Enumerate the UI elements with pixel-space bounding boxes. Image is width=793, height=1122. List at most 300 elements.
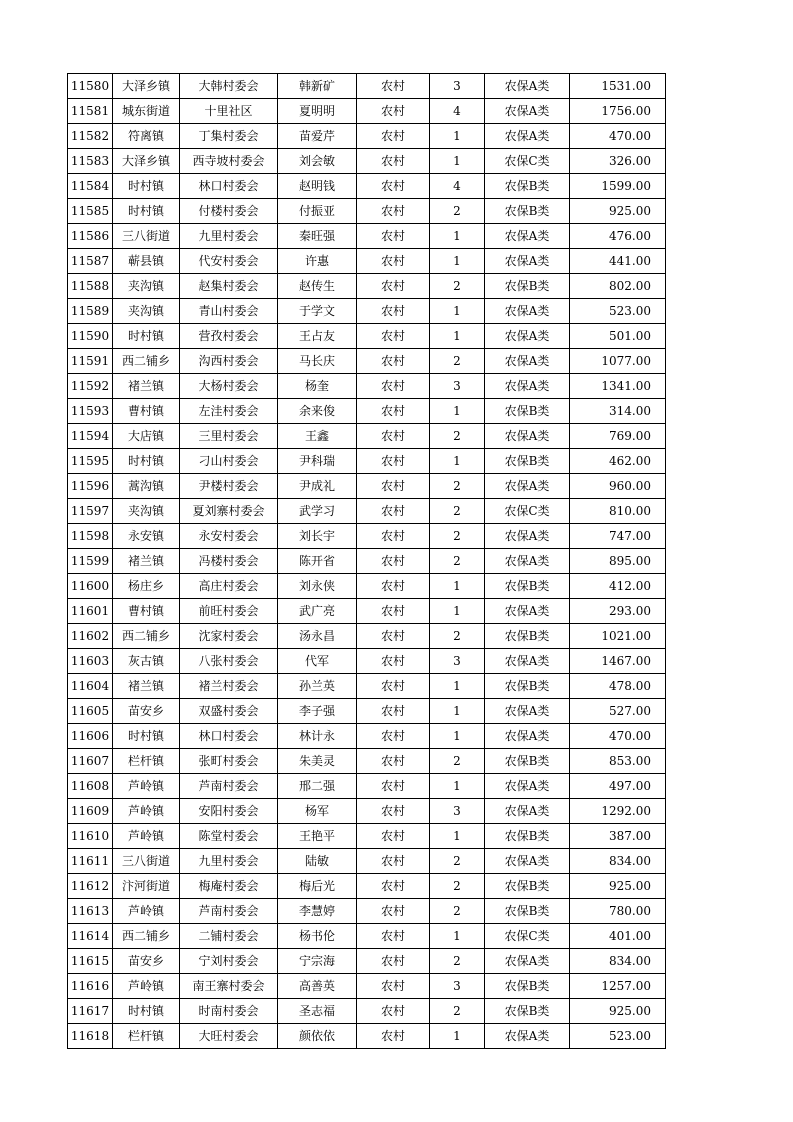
person-name-cell: 颜依依: [278, 1024, 357, 1049]
person-name-cell: 秦旺强: [278, 224, 357, 249]
village-committee-cell: 陈堂村委会: [180, 824, 278, 849]
township-cell: 夹沟镇: [113, 299, 180, 324]
person-name-cell: 赵明钱: [278, 174, 357, 199]
table-row: [68, 624, 666, 649]
row-id-cell: 11618: [68, 1024, 113, 1049]
person-name-cell: 许惠: [278, 249, 357, 274]
person-name-cell: 梅后光: [278, 874, 357, 899]
row-id-cell: 11601: [68, 599, 113, 624]
township-cell: 汴河街道: [113, 874, 180, 899]
insurance-category-cell: 农保A类: [485, 224, 570, 249]
area-type-cell: 农村: [357, 674, 430, 699]
household-size-cell: 1: [430, 574, 485, 599]
insurance-category-cell: 农保B类: [485, 574, 570, 599]
amount-cell: 925.00: [570, 199, 666, 224]
insurance-category-cell: 农保C类: [485, 149, 570, 174]
household-size-cell: 2: [430, 499, 485, 524]
township-cell: 苗安乡: [113, 949, 180, 974]
person-name-cell: 孙兰英: [278, 674, 357, 699]
area-type-cell: 农村: [357, 474, 430, 499]
area-type-cell: 农村: [357, 774, 430, 799]
row-id-cell: 11585: [68, 199, 113, 224]
amount-cell: 802.00: [570, 274, 666, 299]
table-row: [68, 74, 666, 99]
area-type-cell: 农村: [357, 524, 430, 549]
table-row: [68, 924, 666, 949]
village-committee-cell: 林口村委会: [180, 724, 278, 749]
person-name-cell: 宁宗海: [278, 949, 357, 974]
township-cell: 栏杆镇: [113, 1024, 180, 1049]
person-name-cell: 夏明明: [278, 99, 357, 124]
area-type-cell: 农村: [357, 849, 430, 874]
person-name-cell: 王艳平: [278, 824, 357, 849]
township-cell: 灰古镇: [113, 649, 180, 674]
insurance-category-cell: 农保A类: [485, 374, 570, 399]
person-name-cell: 刘永侠: [278, 574, 357, 599]
amount-cell: 1021.00: [570, 624, 666, 649]
row-id-cell: 11614: [68, 924, 113, 949]
amount-cell: 501.00: [570, 324, 666, 349]
person-name-cell: 于学文: [278, 299, 357, 324]
household-size-cell: 1: [430, 1024, 485, 1049]
area-type-cell: 农村: [357, 174, 430, 199]
township-cell: 时村镇: [113, 724, 180, 749]
row-id-cell: 11613: [68, 899, 113, 924]
amount-cell: 293.00: [570, 599, 666, 624]
household-size-cell: 1: [430, 399, 485, 424]
household-size-cell: 2: [430, 624, 485, 649]
household-size-cell: 1: [430, 449, 485, 474]
amount-cell: 401.00: [570, 924, 666, 949]
amount-cell: 960.00: [570, 474, 666, 499]
table-row: [68, 449, 666, 474]
insurance-category-cell: 农保B类: [485, 999, 570, 1024]
insurance-category-cell: 农保A类: [485, 99, 570, 124]
village-committee-cell: 林口村委会: [180, 174, 278, 199]
insurance-category-cell: 农保A类: [485, 799, 570, 824]
row-id-cell: 11582: [68, 124, 113, 149]
table-row: [68, 324, 666, 349]
household-size-cell: 1: [430, 149, 485, 174]
household-size-cell: 1: [430, 724, 485, 749]
table-row: [68, 399, 666, 424]
table-row: [68, 574, 666, 599]
amount-cell: 853.00: [570, 749, 666, 774]
village-committee-cell: 八张村委会: [180, 649, 278, 674]
amount-cell: 523.00: [570, 1024, 666, 1049]
area-type-cell: 农村: [357, 974, 430, 999]
row-id-cell: 11603: [68, 649, 113, 674]
amount-cell: 470.00: [570, 124, 666, 149]
table-row: [68, 299, 666, 324]
amount-cell: 747.00: [570, 524, 666, 549]
village-committee-cell: 九里村委会: [180, 849, 278, 874]
village-committee-cell: 前旺村委会: [180, 599, 278, 624]
area-type-cell: 农村: [357, 899, 430, 924]
household-size-cell: 2: [430, 749, 485, 774]
table-row: [68, 249, 666, 274]
row-id-cell: 11597: [68, 499, 113, 524]
table-row: [68, 849, 666, 874]
insurance-category-cell: 农保A类: [485, 699, 570, 724]
table-row: [68, 124, 666, 149]
insurance-category-cell: 农保A类: [485, 774, 570, 799]
insurance-category-cell: 农保A类: [485, 124, 570, 149]
area-type-cell: 农村: [357, 649, 430, 674]
insurance-category-cell: 农保B类: [485, 449, 570, 474]
household-size-cell: 1: [430, 124, 485, 149]
record-table: [67, 73, 666, 1049]
person-name-cell: 李子强: [278, 699, 357, 724]
area-type-cell: 农村: [357, 274, 430, 299]
area-type-cell: 农村: [357, 149, 430, 174]
table-row: [68, 774, 666, 799]
insurance-category-cell: 农保A类: [485, 424, 570, 449]
area-type-cell: 农村: [357, 874, 430, 899]
village-committee-cell: 尹楼村委会: [180, 474, 278, 499]
table-row: [68, 824, 666, 849]
amount-cell: 326.00: [570, 149, 666, 174]
household-size-cell: 2: [430, 524, 485, 549]
row-id-cell: 11592: [68, 374, 113, 399]
area-type-cell: 农村: [357, 199, 430, 224]
person-name-cell: 杨军: [278, 799, 357, 824]
township-cell: 时村镇: [113, 449, 180, 474]
table-row: [68, 199, 666, 224]
person-name-cell: 余来俊: [278, 399, 357, 424]
row-id-cell: 11600: [68, 574, 113, 599]
table-row: [68, 549, 666, 574]
amount-cell: 1077.00: [570, 349, 666, 374]
township-cell: 三八街道: [113, 849, 180, 874]
insurance-category-cell: 农保B类: [485, 399, 570, 424]
insurance-category-cell: 农保B类: [485, 624, 570, 649]
table-row: [68, 899, 666, 924]
township-cell: 西二铺乡: [113, 924, 180, 949]
table-row: [68, 149, 666, 174]
village-committee-cell: 宁刘村委会: [180, 949, 278, 974]
row-id-cell: 11583: [68, 149, 113, 174]
household-size-cell: 4: [430, 174, 485, 199]
insurance-category-cell: 农保A类: [485, 549, 570, 574]
person-name-cell: 代军: [278, 649, 357, 674]
insurance-category-cell: 农保A类: [485, 299, 570, 324]
village-committee-cell: 双盛村委会: [180, 699, 278, 724]
area-type-cell: 农村: [357, 699, 430, 724]
area-type-cell: 农村: [357, 249, 430, 274]
row-id-cell: 11602: [68, 624, 113, 649]
village-committee-cell: 代安村委会: [180, 249, 278, 274]
person-name-cell: 陆敏: [278, 849, 357, 874]
household-size-cell: 2: [430, 899, 485, 924]
household-size-cell: 3: [430, 799, 485, 824]
table-row: [68, 274, 666, 299]
table-row: [68, 524, 666, 549]
township-cell: 大泽乡镇: [113, 149, 180, 174]
person-name-cell: 杨奎: [278, 374, 357, 399]
village-committee-cell: 冯楼村委会: [180, 549, 278, 574]
row-id-cell: 11598: [68, 524, 113, 549]
household-size-cell: 3: [430, 649, 485, 674]
township-cell: 永安镇: [113, 524, 180, 549]
township-cell: 三八街道: [113, 224, 180, 249]
person-name-cell: 王鑫: [278, 424, 357, 449]
table-row: [68, 474, 666, 499]
amount-cell: 925.00: [570, 874, 666, 899]
township-cell: 苗安乡: [113, 699, 180, 724]
row-id-cell: 11586: [68, 224, 113, 249]
village-committee-cell: 丁集村委会: [180, 124, 278, 149]
amount-cell: 1341.00: [570, 374, 666, 399]
person-name-cell: 圣志福: [278, 999, 357, 1024]
area-type-cell: 农村: [357, 924, 430, 949]
area-type-cell: 农村: [357, 824, 430, 849]
insurance-category-cell: 农保B类: [485, 199, 570, 224]
insurance-category-cell: 农保A类: [485, 324, 570, 349]
row-id-cell: 11595: [68, 449, 113, 474]
village-committee-cell: 大韩村委会: [180, 74, 278, 99]
row-id-cell: 11615: [68, 949, 113, 974]
household-size-cell: 4: [430, 99, 485, 124]
row-id-cell: 11584: [68, 174, 113, 199]
table-row: [68, 174, 666, 199]
table-row: [68, 699, 666, 724]
table-row: [68, 949, 666, 974]
area-type-cell: 农村: [357, 499, 430, 524]
village-committee-cell: 梅庵村委会: [180, 874, 278, 899]
township-cell: 褚兰镇: [113, 374, 180, 399]
person-name-cell: 刘长宇: [278, 524, 357, 549]
household-size-cell: 2: [430, 274, 485, 299]
household-size-cell: 1: [430, 774, 485, 799]
insurance-category-cell: 农保A类: [485, 849, 570, 874]
village-committee-cell: 刁山村委会: [180, 449, 278, 474]
table-row: [68, 349, 666, 374]
person-name-cell: 武学习: [278, 499, 357, 524]
household-size-cell: 1: [430, 224, 485, 249]
amount-cell: 834.00: [570, 949, 666, 974]
insurance-category-cell: 农保B类: [485, 749, 570, 774]
insurance-category-cell: 农保A类: [485, 724, 570, 749]
household-size-cell: 1: [430, 249, 485, 274]
table-row: [68, 374, 666, 399]
household-size-cell: 2: [430, 549, 485, 574]
person-name-cell: 高善英: [278, 974, 357, 999]
household-size-cell: 3: [430, 74, 485, 99]
area-type-cell: 农村: [357, 1024, 430, 1049]
village-committee-cell: 夏刘寨村委会: [180, 499, 278, 524]
row-id-cell: 11590: [68, 324, 113, 349]
amount-cell: 1599.00: [570, 174, 666, 199]
table-row: [68, 799, 666, 824]
person-name-cell: 尹成礼: [278, 474, 357, 499]
row-id-cell: 11604: [68, 674, 113, 699]
person-name-cell: 陈开省: [278, 549, 357, 574]
township-cell: 褚兰镇: [113, 674, 180, 699]
person-name-cell: 武广亮: [278, 599, 357, 624]
area-type-cell: 农村: [357, 999, 430, 1024]
village-committee-cell: 青山村委会: [180, 299, 278, 324]
township-cell: 蕲县镇: [113, 249, 180, 274]
insurance-category-cell: 农保C类: [485, 499, 570, 524]
household-size-cell: 2: [430, 199, 485, 224]
township-cell: 大店镇: [113, 424, 180, 449]
amount-cell: 1292.00: [570, 799, 666, 824]
household-size-cell: 3: [430, 374, 485, 399]
household-size-cell: 1: [430, 924, 485, 949]
amount-cell: 1756.00: [570, 99, 666, 124]
row-id-cell: 11593: [68, 399, 113, 424]
village-committee-cell: 南王寨村委会: [180, 974, 278, 999]
table-row: [68, 974, 666, 999]
township-cell: 蒿沟镇: [113, 474, 180, 499]
township-cell: 城东街道: [113, 99, 180, 124]
row-id-cell: 11612: [68, 874, 113, 899]
table-row: [68, 224, 666, 249]
amount-cell: 470.00: [570, 724, 666, 749]
township-cell: 杨庄乡: [113, 574, 180, 599]
township-cell: 夹沟镇: [113, 499, 180, 524]
area-type-cell: 农村: [357, 624, 430, 649]
area-type-cell: 农村: [357, 424, 430, 449]
village-committee-cell: 褚兰村委会: [180, 674, 278, 699]
person-name-cell: 邢二强: [278, 774, 357, 799]
row-id-cell: 11605: [68, 699, 113, 724]
area-type-cell: 农村: [357, 599, 430, 624]
insurance-category-cell: 农保B类: [485, 899, 570, 924]
amount-cell: 810.00: [570, 499, 666, 524]
person-name-cell: 韩新矿: [278, 74, 357, 99]
insurance-category-cell: 农保B类: [485, 874, 570, 899]
household-size-cell: 2: [430, 474, 485, 499]
insurance-category-cell: 农保A类: [485, 1024, 570, 1049]
household-size-cell: 1: [430, 299, 485, 324]
amount-cell: 523.00: [570, 299, 666, 324]
area-type-cell: 农村: [357, 324, 430, 349]
area-type-cell: 农村: [357, 399, 430, 424]
township-cell: 大泽乡镇: [113, 74, 180, 99]
village-committee-cell: 九里村委会: [180, 224, 278, 249]
amount-cell: 412.00: [570, 574, 666, 599]
household-size-cell: 2: [430, 949, 485, 974]
table-row: [68, 874, 666, 899]
township-cell: 芦岭镇: [113, 974, 180, 999]
table-row: [68, 99, 666, 124]
amount-cell: 476.00: [570, 224, 666, 249]
insurance-category-cell: 农保B类: [485, 274, 570, 299]
insurance-category-cell: 农保B类: [485, 174, 570, 199]
person-name-cell: 林计永: [278, 724, 357, 749]
village-committee-cell: 高庄村委会: [180, 574, 278, 599]
household-size-cell: 2: [430, 999, 485, 1024]
row-id-cell: 11609: [68, 799, 113, 824]
village-committee-cell: 张町村委会: [180, 749, 278, 774]
insurance-category-cell: 农保A类: [485, 949, 570, 974]
area-type-cell: 农村: [357, 449, 430, 474]
township-cell: 栏杆镇: [113, 749, 180, 774]
amount-cell: 527.00: [570, 699, 666, 724]
village-committee-cell: 芦南村委会: [180, 774, 278, 799]
row-id-cell: 11588: [68, 274, 113, 299]
township-cell: 西二铺乡: [113, 349, 180, 374]
household-size-cell: 2: [430, 849, 485, 874]
village-committee-cell: 沟西村委会: [180, 349, 278, 374]
person-name-cell: 赵传生: [278, 274, 357, 299]
village-committee-cell: 芦南村委会: [180, 899, 278, 924]
person-name-cell: 汤永昌: [278, 624, 357, 649]
table-row: [68, 599, 666, 624]
row-id-cell: 11610: [68, 824, 113, 849]
area-type-cell: 农村: [357, 374, 430, 399]
township-cell: 褚兰镇: [113, 549, 180, 574]
table-row: [68, 649, 666, 674]
area-type-cell: 农村: [357, 549, 430, 574]
village-committee-cell: 永安村委会: [180, 524, 278, 549]
amount-cell: 1257.00: [570, 974, 666, 999]
household-size-cell: 1: [430, 599, 485, 624]
amount-cell: 780.00: [570, 899, 666, 924]
record-table-body: [68, 74, 666, 1049]
insurance-category-cell: 农保A类: [485, 474, 570, 499]
row-id-cell: 11608: [68, 774, 113, 799]
row-id-cell: 11594: [68, 424, 113, 449]
row-id-cell: 11587: [68, 249, 113, 274]
amount-cell: 1467.00: [570, 649, 666, 674]
person-name-cell: 尹科瑞: [278, 449, 357, 474]
township-cell: 时村镇: [113, 324, 180, 349]
area-type-cell: 农村: [357, 74, 430, 99]
township-cell: 芦岭镇: [113, 899, 180, 924]
table-row: [68, 999, 666, 1024]
insurance-category-cell: 农保A类: [485, 649, 570, 674]
row-id-cell: 11607: [68, 749, 113, 774]
township-cell: 芦岭镇: [113, 799, 180, 824]
amount-cell: 769.00: [570, 424, 666, 449]
insurance-category-cell: 农保B类: [485, 974, 570, 999]
table-row: [68, 749, 666, 774]
insurance-category-cell: 农保A类: [485, 524, 570, 549]
village-committee-cell: 十里社区: [180, 99, 278, 124]
insurance-category-cell: 农保A类: [485, 249, 570, 274]
insurance-category-cell: 农保A类: [485, 599, 570, 624]
township-cell: 时村镇: [113, 999, 180, 1024]
township-cell: 时村镇: [113, 174, 180, 199]
person-name-cell: 付振亚: [278, 199, 357, 224]
amount-cell: 462.00: [570, 449, 666, 474]
village-committee-cell: 时南村委会: [180, 999, 278, 1024]
row-id-cell: 11616: [68, 974, 113, 999]
person-name-cell: 杨书伦: [278, 924, 357, 949]
village-committee-cell: 三里村委会: [180, 424, 278, 449]
insurance-category-cell: 农保C类: [485, 924, 570, 949]
amount-cell: 314.00: [570, 399, 666, 424]
household-size-cell: 1: [430, 699, 485, 724]
amount-cell: 478.00: [570, 674, 666, 699]
row-id-cell: 11611: [68, 849, 113, 874]
area-type-cell: 农村: [357, 799, 430, 824]
row-id-cell: 11589: [68, 299, 113, 324]
village-committee-cell: 赵集村委会: [180, 274, 278, 299]
township-cell: 曹村镇: [113, 599, 180, 624]
area-type-cell: 农村: [357, 124, 430, 149]
table-row: [68, 674, 666, 699]
row-id-cell: 11617: [68, 999, 113, 1024]
household-size-cell: 2: [430, 874, 485, 899]
village-committee-cell: 大旺村委会: [180, 1024, 278, 1049]
amount-cell: 387.00: [570, 824, 666, 849]
area-type-cell: 农村: [357, 724, 430, 749]
table-row: [68, 499, 666, 524]
